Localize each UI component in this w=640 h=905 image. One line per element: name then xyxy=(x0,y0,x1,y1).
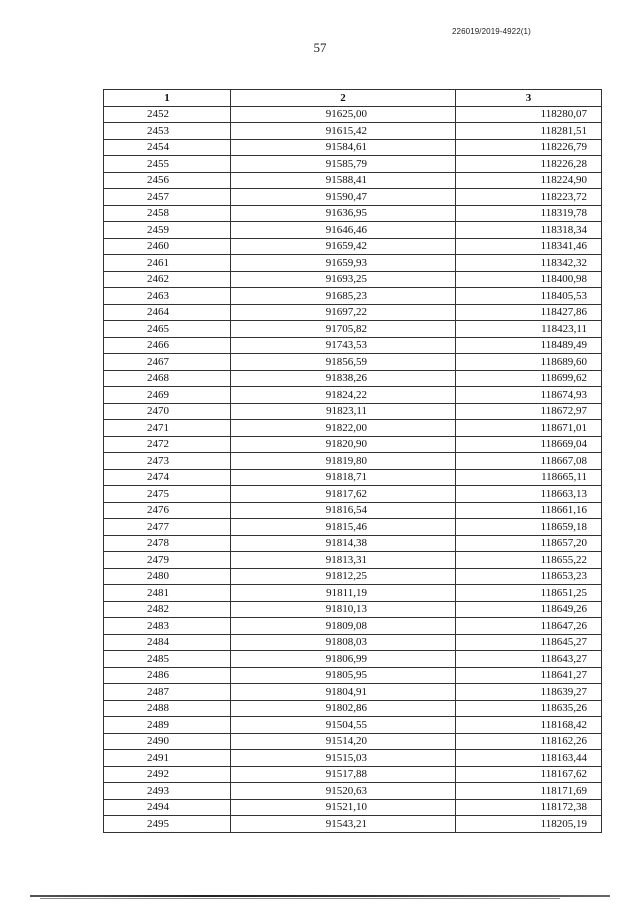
x-coordinate-cell: 91815,46 xyxy=(231,519,456,536)
point-number-cell: 2476 xyxy=(104,502,231,519)
point-number-cell: 2479 xyxy=(104,552,231,569)
point-number-cell: 2477 xyxy=(104,519,231,536)
scan-edge-line-secondary xyxy=(40,898,560,899)
table-row xyxy=(104,420,602,437)
x-coordinate-cell: 91625,00 xyxy=(231,106,456,123)
point-number-cell: 2455 xyxy=(104,156,231,173)
point-number-cell: 2471 xyxy=(104,420,231,437)
table-row xyxy=(104,733,602,750)
point-number-cell: 2452 xyxy=(104,106,231,123)
x-coordinate-cell: 91814,38 xyxy=(231,535,456,552)
point-number-cell: 2463 xyxy=(104,288,231,305)
point-number-cell: 2458 xyxy=(104,205,231,222)
point-number-cell: 2469 xyxy=(104,387,231,404)
x-coordinate-cell: 91543,21 xyxy=(231,816,456,833)
y-coordinate-cell: 118669,04 xyxy=(456,436,602,453)
point-number-cell: 2485 xyxy=(104,651,231,668)
x-coordinate-cell: 91615,42 xyxy=(231,123,456,140)
point-number-cell: 2483 xyxy=(104,618,231,635)
x-coordinate-cell: 91823,11 xyxy=(231,403,456,420)
y-coordinate-cell: 118665,11 xyxy=(456,469,602,486)
y-coordinate-cell: 118635,26 xyxy=(456,700,602,717)
x-coordinate-cell: 91810,13 xyxy=(231,601,456,618)
x-coordinate-cell: 91585,79 xyxy=(231,156,456,173)
document-id: 226019/2019-4922(1) xyxy=(452,27,531,36)
point-number-cell: 2465 xyxy=(104,321,231,338)
x-coordinate-cell: 91805,95 xyxy=(231,667,456,684)
point-number-cell: 2482 xyxy=(104,601,231,618)
y-coordinate-cell: 118168,42 xyxy=(456,717,602,734)
y-coordinate-cell: 118223,72 xyxy=(456,189,602,206)
point-number-cell: 2459 xyxy=(104,222,231,239)
y-coordinate-cell: 118171,69 xyxy=(456,783,602,800)
table-row xyxy=(104,172,602,189)
y-coordinate-cell: 118341,46 xyxy=(456,238,602,255)
table-row xyxy=(104,337,602,354)
point-number-cell: 2478 xyxy=(104,535,231,552)
table-row xyxy=(104,139,602,156)
y-coordinate-cell: 118163,44 xyxy=(456,750,602,767)
y-coordinate-cell: 118649,26 xyxy=(456,601,602,618)
x-coordinate-cell: 91590,47 xyxy=(231,189,456,206)
table-header-row xyxy=(104,90,602,107)
point-number-cell: 2473 xyxy=(104,453,231,470)
table-row xyxy=(104,288,602,305)
y-coordinate-cell: 118643,27 xyxy=(456,651,602,668)
y-coordinate-cell: 118162,26 xyxy=(456,733,602,750)
x-coordinate-cell: 91515,03 xyxy=(231,750,456,767)
x-coordinate-cell: 91818,71 xyxy=(231,469,456,486)
table-row xyxy=(104,766,602,783)
x-coordinate-cell: 91520,63 xyxy=(231,783,456,800)
x-coordinate-cell: 91514,20 xyxy=(231,733,456,750)
table-row xyxy=(104,634,602,651)
point-number-cell: 2493 xyxy=(104,783,231,800)
y-coordinate-cell: 118342,32 xyxy=(456,255,602,272)
y-coordinate-cell: 118639,27 xyxy=(456,684,602,701)
table-row xyxy=(104,222,602,239)
x-coordinate-cell: 91646,46 xyxy=(231,222,456,239)
table-row xyxy=(104,370,602,387)
coordinates-table xyxy=(103,89,602,833)
y-coordinate-cell: 118280,07 xyxy=(456,106,602,123)
x-coordinate-cell: 91809,08 xyxy=(231,618,456,635)
y-coordinate-cell: 118405,53 xyxy=(456,288,602,305)
table-row xyxy=(104,403,602,420)
table-row xyxy=(104,238,602,255)
point-number-cell: 2464 xyxy=(104,304,231,321)
table-row xyxy=(104,717,602,734)
table-body xyxy=(104,106,602,832)
y-coordinate-cell: 118489,49 xyxy=(456,337,602,354)
point-number-cell: 2454 xyxy=(104,139,231,156)
point-number-cell: 2468 xyxy=(104,370,231,387)
table-row xyxy=(104,453,602,470)
y-coordinate-cell: 118226,79 xyxy=(456,139,602,156)
point-number-cell: 2462 xyxy=(104,271,231,288)
table-row xyxy=(104,535,602,552)
scan-edge-line xyxy=(30,895,610,897)
x-coordinate-cell: 91819,80 xyxy=(231,453,456,470)
table-row xyxy=(104,469,602,486)
x-coordinate-cell: 91705,82 xyxy=(231,321,456,338)
y-coordinate-cell: 118427,86 xyxy=(456,304,602,321)
x-coordinate-cell: 91743,53 xyxy=(231,337,456,354)
x-coordinate-cell: 91802,86 xyxy=(231,700,456,717)
x-coordinate-cell: 91636,95 xyxy=(231,205,456,222)
x-coordinate-cell: 91521,10 xyxy=(231,799,456,816)
point-number-cell: 2460 xyxy=(104,238,231,255)
y-coordinate-cell: 118653,23 xyxy=(456,568,602,585)
table-row xyxy=(104,255,602,272)
table-row xyxy=(104,783,602,800)
table-row xyxy=(104,106,602,123)
point-number-cell: 2487 xyxy=(104,684,231,701)
y-coordinate-cell: 118671,01 xyxy=(456,420,602,437)
x-coordinate-cell: 91504,55 xyxy=(231,717,456,734)
point-number-cell: 2494 xyxy=(104,799,231,816)
y-coordinate-cell: 118172,38 xyxy=(456,799,602,816)
point-number-cell: 2472 xyxy=(104,436,231,453)
x-coordinate-cell: 91584,61 xyxy=(231,139,456,156)
y-coordinate-cell: 118661,16 xyxy=(456,502,602,519)
y-coordinate-cell: 118655,22 xyxy=(456,552,602,569)
y-coordinate-cell: 118699,62 xyxy=(456,370,602,387)
y-coordinate-cell: 118663,13 xyxy=(456,486,602,503)
x-coordinate-cell: 91588,41 xyxy=(231,172,456,189)
column-header-3: 3 xyxy=(456,90,602,107)
point-number-cell: 2491 xyxy=(104,750,231,767)
y-coordinate-cell: 118674,93 xyxy=(456,387,602,404)
table-row xyxy=(104,387,602,404)
point-number-cell: 2489 xyxy=(104,717,231,734)
table-row xyxy=(104,321,602,338)
x-coordinate-cell: 91517,88 xyxy=(231,766,456,783)
x-coordinate-cell: 91813,31 xyxy=(231,552,456,569)
y-coordinate-cell: 118659,18 xyxy=(456,519,602,536)
table-row xyxy=(104,618,602,635)
table-row xyxy=(104,271,602,288)
table-row xyxy=(104,816,602,833)
point-number-cell: 2467 xyxy=(104,354,231,371)
table-row xyxy=(104,700,602,717)
x-coordinate-cell: 91838,26 xyxy=(231,370,456,387)
table-row xyxy=(104,502,602,519)
table-row xyxy=(104,585,602,602)
y-coordinate-cell: 118226,28 xyxy=(456,156,602,173)
point-number-cell: 2488 xyxy=(104,700,231,717)
x-coordinate-cell: 91816,54 xyxy=(231,502,456,519)
x-coordinate-cell: 91806,99 xyxy=(231,651,456,668)
y-coordinate-cell: 118167,62 xyxy=(456,766,602,783)
x-coordinate-cell: 91808,03 xyxy=(231,634,456,651)
table-row xyxy=(104,519,602,536)
y-coordinate-cell: 118667,08 xyxy=(456,453,602,470)
table-row xyxy=(104,123,602,140)
y-coordinate-cell: 118400,98 xyxy=(456,271,602,288)
y-coordinate-cell: 118645,27 xyxy=(456,634,602,651)
table-row xyxy=(104,552,602,569)
point-number-cell: 2480 xyxy=(104,568,231,585)
point-number-cell: 2461 xyxy=(104,255,231,272)
y-coordinate-cell: 118672,97 xyxy=(456,403,602,420)
y-coordinate-cell: 118647,26 xyxy=(456,618,602,635)
y-coordinate-cell: 118689,60 xyxy=(456,354,602,371)
point-number-cell: 2492 xyxy=(104,766,231,783)
point-number-cell: 2490 xyxy=(104,733,231,750)
x-coordinate-cell: 91824,22 xyxy=(231,387,456,404)
table-row xyxy=(104,799,602,816)
x-coordinate-cell: 91811,19 xyxy=(231,585,456,602)
y-coordinate-cell: 118651,25 xyxy=(456,585,602,602)
table-row xyxy=(104,436,602,453)
point-number-cell: 2466 xyxy=(104,337,231,354)
point-number-cell: 2470 xyxy=(104,403,231,420)
x-coordinate-cell: 91659,93 xyxy=(231,255,456,272)
y-coordinate-cell: 118657,20 xyxy=(456,535,602,552)
x-coordinate-cell: 91822,00 xyxy=(231,420,456,437)
point-number-cell: 2457 xyxy=(104,189,231,206)
x-coordinate-cell: 91659,42 xyxy=(231,238,456,255)
y-coordinate-cell: 118281,51 xyxy=(456,123,602,140)
y-coordinate-cell: 118423,11 xyxy=(456,321,602,338)
point-number-cell: 2474 xyxy=(104,469,231,486)
y-coordinate-cell: 118641,27 xyxy=(456,667,602,684)
table-row xyxy=(104,601,602,618)
x-coordinate-cell: 91812,25 xyxy=(231,568,456,585)
page-number: 57 xyxy=(313,40,327,55)
x-coordinate-cell: 91697,22 xyxy=(231,304,456,321)
point-number-cell: 2475 xyxy=(104,486,231,503)
point-number-cell: 2484 xyxy=(104,634,231,651)
point-number-cell: 2456 xyxy=(104,172,231,189)
column-header-1: 1 xyxy=(104,90,231,107)
table-row xyxy=(104,651,602,668)
y-coordinate-cell: 118205,19 xyxy=(456,816,602,833)
table-row xyxy=(104,568,602,585)
table-row xyxy=(104,304,602,321)
point-number-cell: 2481 xyxy=(104,585,231,602)
table-row xyxy=(104,667,602,684)
x-coordinate-cell: 91693,25 xyxy=(231,271,456,288)
x-coordinate-cell: 91817,62 xyxy=(231,486,456,503)
point-number-cell: 2495 xyxy=(104,816,231,833)
table-row xyxy=(104,684,602,701)
table-row xyxy=(104,750,602,767)
y-coordinate-cell: 118224,90 xyxy=(456,172,602,189)
x-coordinate-cell: 91856,59 xyxy=(231,354,456,371)
y-coordinate-cell: 118319,78 xyxy=(456,205,602,222)
column-header-2: 2 xyxy=(231,90,456,107)
x-coordinate-cell: 91820,90 xyxy=(231,436,456,453)
table-row xyxy=(104,205,602,222)
x-coordinate-cell: 91804,91 xyxy=(231,684,456,701)
table-row xyxy=(104,486,602,503)
table-row xyxy=(104,354,602,371)
table-row xyxy=(104,156,602,173)
point-number-cell: 2453 xyxy=(104,123,231,140)
table-row xyxy=(104,189,602,206)
x-coordinate-cell: 91685,23 xyxy=(231,288,456,305)
point-number-cell: 2486 xyxy=(104,667,231,684)
y-coordinate-cell: 118318,34 xyxy=(456,222,602,239)
